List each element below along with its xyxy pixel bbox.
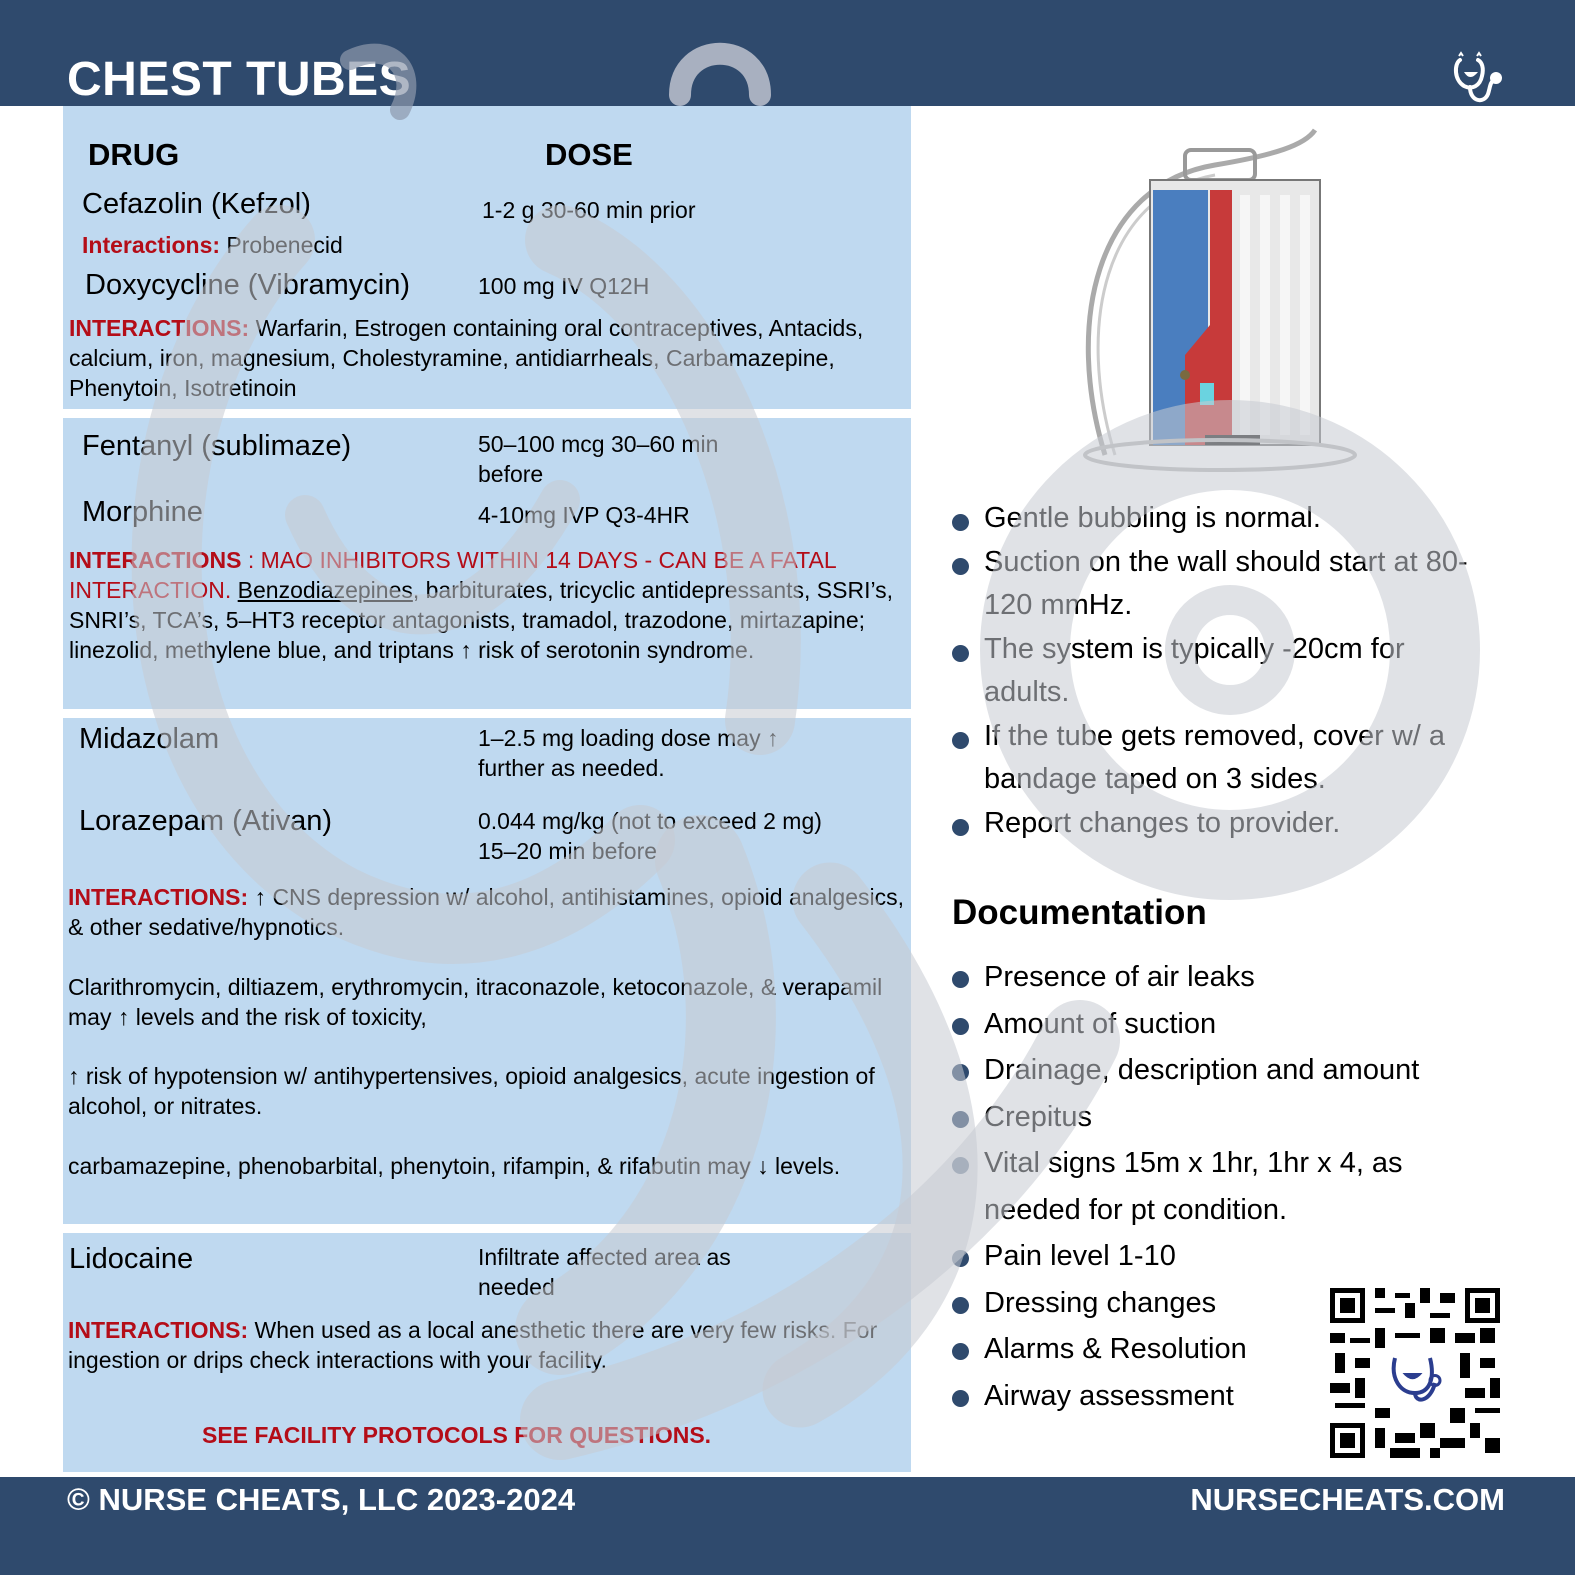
drug-name: Doxycycline (Vibramycin)	[85, 269, 410, 301]
list-item: Drainage, description and amount	[952, 1047, 1492, 1094]
list-item: Dressing changes	[952, 1280, 1492, 1327]
qr-code-icon[interactable]	[1330, 1288, 1500, 1458]
section-interactions	[68, 1315, 913, 1375]
drug-name: Fentanyl (sublimaze)	[82, 430, 352, 462]
drug-name: Cefazolin (Kefzol)	[82, 188, 311, 220]
section-interactions	[68, 882, 908, 942]
drug-name: Morphine	[82, 496, 203, 528]
drug-dose: 1-2 g 30-60 min prior	[482, 197, 696, 223]
list-item: Vital signs 15m x 1hr, 1hr x 4, as needed for pt condition.	[952, 1140, 1492, 1233]
drug-dose: 1–2.5 mg loading dose may ↑ further as needed.	[478, 725, 779, 781]
documentation-heading: Documentation	[952, 893, 1207, 932]
page-title: CHEST TUBES	[67, 53, 412, 106]
interactions-text: , barbiturates, tricyclic antidepressants, SSRI’s, SNRI’s, TCA’s, 5–HT3 receptor antagonists, tramadol, trazodone, mirtazapine; linezolid, methylene blue, and triptans ↑ risk of serotonin syndrome.	[69, 577, 894, 663]
section-interactions	[69, 313, 899, 403]
interaction-note: carbamazepine, phenobarbital, phenytoin, rifampin, & rifabutin may ↓ levels.	[68, 1153, 841, 1179]
chest-tube-tips-list	[952, 497, 1492, 845]
stethoscope-smile-icon	[1450, 50, 1504, 108]
list-item: Suction on the wall should start at 80-120 mmHz.	[952, 541, 1492, 628]
list-item: Report changes to provider.	[952, 802, 1492, 846]
interactions-label: INTERACTIONS	[69, 547, 242, 573]
drug-dose: 4-10mg IVP Q3-4HR	[478, 502, 690, 528]
drug-name: Midazolam	[79, 723, 220, 755]
interaction-note: ↑ risk of hypotension w/ antihypertensives, opioid analgesics, acute ingestion of alcohol, or nitrates.	[68, 1063, 875, 1119]
interactions-text: ↑ CNS depression w/ alcohol, antihistamines, opioid analgesics, & other sedative/hypnotics.	[68, 884, 905, 940]
list-item: If the tube gets removed, cover w/ a bandage taped on 3 sides.	[952, 715, 1492, 802]
list-item: The system is typically -20cm for adults.	[952, 628, 1492, 715]
interactions-underlined: Benzodiazepines	[237, 577, 413, 603]
website-link[interactable]: NURSECHEATS.COM	[1190, 1482, 1505, 1517]
interactions-label: INTERACTIONS:	[68, 884, 249, 910]
drug-dose: 100 mg IV Q12H	[478, 273, 650, 299]
drug-dose: 50–100 mcg 30–60 min before	[478, 431, 719, 487]
drug-dose: 0.044 mg/kg (not to exceed 2 mg) 15–20 min before	[478, 808, 822, 864]
drug-section-opioids	[63, 418, 911, 709]
interactions-warning: : MAO INHIBITORS WITHIN 14 DAYS - CAN BE A FATAL INTERACTION.	[69, 547, 836, 603]
list-item: Alarms & Resolution	[952, 1326, 1492, 1373]
drug-section-benzodiazepines	[63, 718, 911, 1224]
interaction-note: Clarithromycin, diltiazem, erythromycin, itraconazole, ketoconazole, & verapamil may ↑ levels and the risk of toxicity,	[68, 974, 883, 1030]
interactions-label: Interactions:	[82, 232, 221, 258]
column-header-dose: DOSE	[545, 137, 633, 172]
interactions-text: Warfarin, Estrogen containing oral contraceptives, Antacids, calcium, iron, magnesium, Cholestyramine, antidiarrheals, Carbamazepine, Phenytoin, Isotretinoin	[69, 315, 864, 401]
interactions-text: Probenecid	[226, 232, 343, 258]
drug-dose: Infiltrate affected area as needed	[478, 1244, 731, 1300]
chest-drainage-system-image	[1075, 125, 1365, 475]
interactions-label: INTERACTIONS:	[69, 315, 250, 341]
list-item: Pain level 1-10	[952, 1233, 1492, 1280]
drug-section-antibiotics	[63, 106, 911, 409]
drug-name: Lidocaine	[69, 1243, 194, 1275]
list-item: Amount of suction	[952, 1001, 1492, 1048]
drug-interactions	[82, 232, 343, 259]
list-item: Presence of air leaks	[952, 954, 1492, 1001]
drug-section-anesthetic	[63, 1233, 911, 1472]
copyright-text: © NURSE CHEATS, LLC 2023-2024	[67, 1482, 576, 1517]
column-header-drug: DRUG	[88, 137, 180, 172]
interactions-text: When used as a local anesthetic there are very few risks. For ingestion or drips check interactions with your facility.	[68, 1317, 878, 1373]
facility-protocols-note: SEE FACILITY PROTOCOLS FOR QUESTIONS.	[202, 1422, 712, 1448]
list-item: Airway assessment	[952, 1373, 1492, 1420]
section-interactions	[69, 545, 904, 665]
list-item: Crepitus	[952, 1094, 1492, 1141]
list-item: Gentle bubbling is normal.	[952, 497, 1492, 541]
footer-bar	[0, 1477, 1575, 1575]
drug-name: Lorazepam (Ativan)	[79, 805, 333, 837]
header-bar	[0, 0, 1575, 106]
interactions-label: INTERACTIONS:	[68, 1317, 249, 1343]
